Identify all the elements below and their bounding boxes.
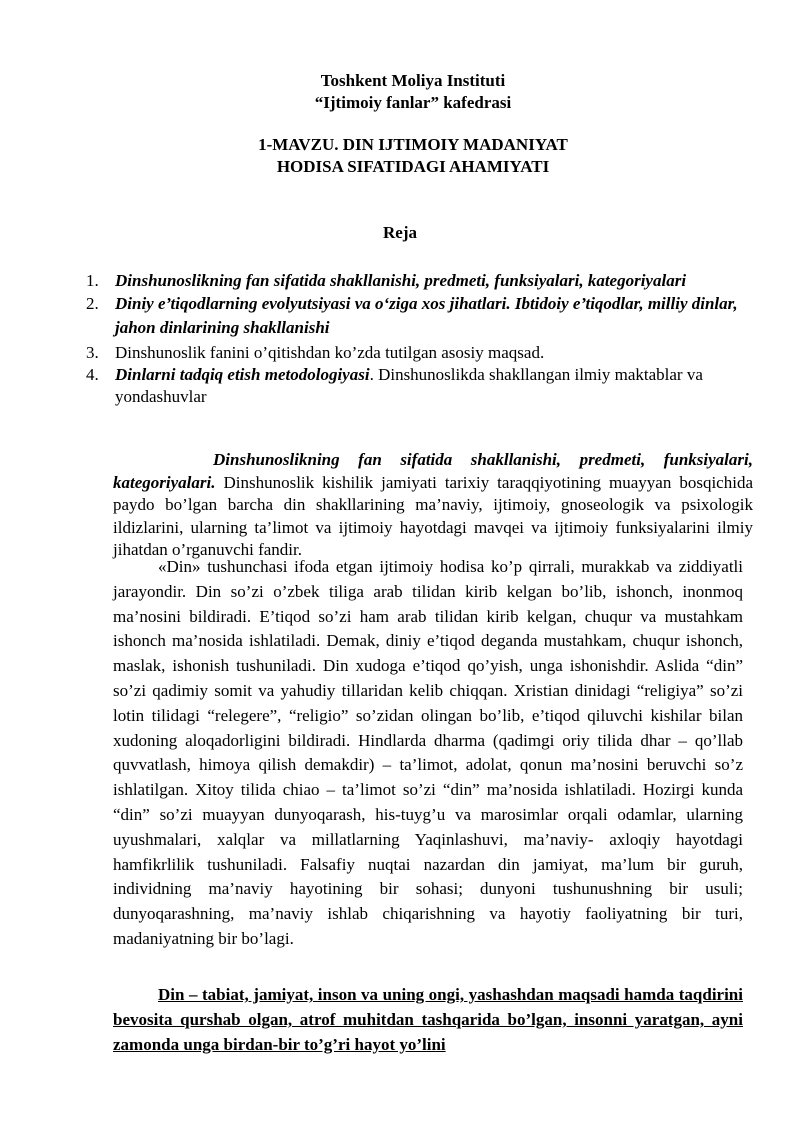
underlined-definition-paragraph: Din – tabiat, jamiyat, inson va uning ongi, yashashdan maqsadi hamda taqdirini bevosita qurshab olgan, atrof muhitdan tashqarida bo’lgan, insonni yaratgan, ayni zamonda unga birdan-bir to’g’ri hayot yo’lini	[113, 985, 743, 1054]
plan-item	[86, 364, 756, 408]
section1-paragraph	[113, 449, 753, 562]
plan-item-number: 4.	[86, 365, 99, 384]
topic-title-line2: HODISA SIFATIDAGI AHAMIYATI	[276, 157, 550, 176]
plan-item	[86, 269, 756, 293]
topic-title-line1: 1-MAVZU. DIN IJTIMOIY MADANIYAT	[258, 135, 568, 154]
department-name: “Ijtimoiy fanlar” kafedrasi	[314, 93, 512, 112]
plan-item-number: 3.	[86, 343, 99, 362]
plan-item-number: 1.	[86, 271, 99, 290]
section1-heading: Dinshunoslikning fan sifatida shakllanishi, predmeti, funksiyalari, kategoriyalari.	[113, 450, 753, 492]
body-paragraph: «Din» tushunchasi ifoda etgan ijtimoiy hodisa ko’p qirrali, murakkab va ziddiyatli jarayondir. Din so’zi o’zbek tiliga arab tilidan kirib kelgan bo’lib, ishonch, inonmoq ma’nosini bildiradi. E’tiqod so’zi ham arab tilidan kirib kelgan, chuqur va mustahkam ishonch ma’nosida ishlatiladi. Demak, diniy e’tiqod deganda mustahkam, chuqur ishonch, maslak, ishonish tushuniladi. Din xudoga e’tiqod qo’yish, unga ishonishdir. Aslida “din” so’zi qadimiy somit va yahudiy tillaridan kelib chiqqan. Xristian dinidagi “religiya” so’zi lotin tilidagi “relegere”, “religio” so’zidan olingan bo’lib, e’tiqod qiluvchi kishilar bilan xudoning aloqadorligini bildiradi. Hindlarda dharma (qadimgi oriy tilida dhar – qo’llab quvvatlash, himoya qilish demakdir) – ta’limot, adolat, qonun ma’nosini beruvchi so’z ishlatilgan. Xitoy tilida chiao – ta’limot so’zi “din” ma’nosida ishlatiladi. Hozirgi kunda “din” so’zi muayyan dunyoqarash, his-tuyg’u va marosimlar orqali odamlar, ularning uyushmalari, xalqlar va millatlarning Yaqinlashuvi, ma’naviy- axloqiy hayotdagi hamfikrlilik tushuniladi. Falsafiy nuqtai nazardan din jamiyat, ma’lum bir guruh, individning ma’naviy hayotining bir sohasi; dunyoni tushunushning bir usuli; dunyoqarashning, ma’naviy ishlab chiqarishning va hayotiy faoliyatning bir turi, madaniyatning bir bo’lagi.	[113, 557, 743, 948]
plan-item-number: 2.	[86, 294, 99, 313]
institute-name: Toshkent Moliya Instituti	[320, 71, 506, 90]
plan-title: Reja	[383, 223, 417, 242]
plan-item	[86, 341, 756, 365]
plan-item	[86, 292, 756, 340]
plan-item-text: Dinshunoslik fanini o’qitishdan ko’zda tutilgan asosiy maqsad.	[115, 343, 545, 362]
plan-item-bold: Diniy e’tiqodlarning evolyutsiyasi va o‘ziga xos jihatlari. Ibtidoiy e’tiqodlar, milliy dinlar, jahon dinlarining shakllanishi	[115, 294, 738, 337]
plan-item-text: . Dinshunoslikda shakllangan ilmiy maktablar va yondashuvlar	[115, 365, 703, 406]
plan-item-bold: Dinlarni tadqiq etish metodologiyasi	[115, 365, 370, 384]
section1-text: Dinshunoslik kishilik jamiyati tarixiy taraqqiyotining muayyan bosqichida paydo bo’lgan barcha din shakllarining ma’naviy, ijtimoiy, gnoseologik va psixologik ildizlarini, ularning ta’limot va ijtimoiy hayotdagi mavqei va ijtimoiy funksiyalarini ilmiy jihatdan o’rganuvchi fandir.	[113, 472, 753, 559]
plan-item-bold: Dinshunoslikning fan sifatida shakllanishi, predmeti, funksiyalari, kategoriyalari	[115, 271, 687, 290]
